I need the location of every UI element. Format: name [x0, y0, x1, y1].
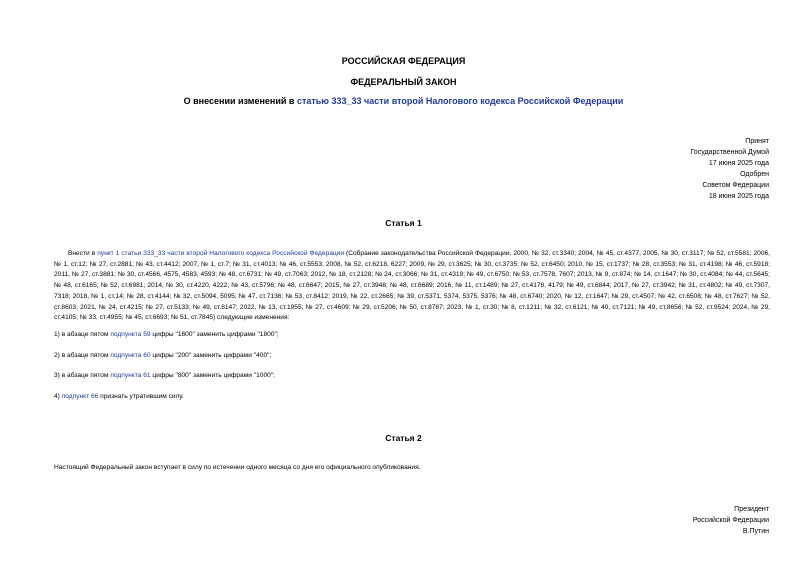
list-item — [54, 351, 770, 361]
country-title: РОССИЙСКАЯ ФЕДЕРАЦИЯ — [341, 56, 466, 66]
law-title-link[interactable]: статью 333_33 части второй Налогового кодекса Российской Федерации — [296, 96, 624, 106]
article-2-heading: Статья 2 — [385, 433, 422, 443]
signature-line-2: Российской Федерации — [692, 517, 769, 524]
list-item-rest: признать утратившим силу. — [98, 393, 184, 400]
article-2-text: Настоящий Федеральный закон вступает в силу по истечении одного месяца со дня его официального опубликования. — [54, 464, 421, 471]
list-item-link[interactable]: подпункт 66 — [61, 393, 99, 400]
adoption-line-5: Советом Федерации — [702, 182, 769, 189]
signature-line-1: Президент — [734, 506, 769, 513]
adoption-line-2: Государственной Думой — [690, 149, 769, 156]
law-title — [0, 96, 807, 107]
signature-line-3: В.Путин — [742, 528, 769, 535]
article-1-intro — [54, 249, 770, 324]
list-item-rest: цифры "200" заменить цифрами "400"; — [150, 352, 272, 359]
article-1-intro-link[interactable]: пункт 1 статьи 333_33 части второй Налогового кодекса Российской Федерации — [97, 250, 345, 257]
adoption-line-6: 18 июня 2025 года — [708, 193, 769, 200]
list-item-prefix: 2) в абзаце пятом — [54, 352, 111, 359]
adoption-line-4: Одобрен — [740, 171, 769, 178]
list-item — [54, 330, 770, 340]
list-item-rest: цифры "800" заменить цифрами "1000"; — [150, 372, 275, 379]
list-item-link[interactable]: подпункта 60 — [110, 352, 151, 359]
list-item-prefix: 3) в абзаце пятом — [54, 372, 111, 379]
list-item-rest: цифры "1600" заменить цифрами "1800"; — [150, 331, 279, 338]
list-item-link[interactable]: подпункта 61 — [110, 372, 151, 379]
article-1-heading: Статья 1 — [385, 218, 422, 228]
adoption-line-3: 17 июня 2025 года — [708, 160, 769, 167]
list-item — [54, 371, 770, 381]
article-1-intro-prefix: Внести в — [68, 250, 98, 257]
document-type: ФЕДЕРАЛЬНЫЙ ЗАКОН — [350, 77, 457, 87]
law-title-prefix: О внесении изменений в — [183, 96, 297, 106]
list-item-link[interactable]: подпункта 59 — [110, 331, 151, 338]
article-1-intro-rest: (Собрание законодательства Российской Федерации, 2000, № 32, ст.3340; 2004, № 45, ст.4377; 2005, № 30, ст.3117; № 52, ст.5581; 2006, № 1, ст.12; № 27, ст.2881; № 43, ст.4412; 2007, № 1, ст.7; № 31, ст.4013; № 46, ст.5553; 2008, № 52, ст.6218, 6227; 2009, № 29, ст.3625; № 30, ст.3735; № 52, ст.6450; 2010, № 15, ст.1737; № 28, ст.3553; № 31, ст.4198; № 46, ст.5918; 2011, № 27, ст.3881; № 30, ст.4566, 4575, 4583, 4593; № 48, ст.6731; № 49, ст.7063; 2012, № 18, ст.2128; № 24, ст.3066; № 31, ст.4319; № 49, ст.6750; № 53, ст.7578, 7607; 2013, № 9, ст.874; № 14, ст.1647; № 30, ст.4084; № 44, ст.5645; № 48, ст.6165; № 52, ст.6981; 2014, № 30, ст.4220, 4222; № 43, ст.5796; № 48, ст.6647; 2015, № 27, ст.3948; № 48, ст.6689; 2016, № 11, ст.1489; № 27, ст.4178, 4179; № 49, ст.6844; 2017, № 27, ст.3942; № 31, ст.4802; № 49, ст.7307, 7318; 2018, № 1, ст.14; № 28, ст.4144; № 32, ст.5094, 5095; № 47, ст.7136; № 53, ст.8412; 2019, № 22, ст.2665; № 39, ст.5371, 5374, 5375, 5376; № 48, ст.6740; 2020, № 12, ст.1647; № 29, ст.4507; № 42, ст.6508; № 48, ст.7627; № 52, ст.8603; 2021, № 24, ст.4215; № 27, ст.5133; № 49, ст.8147; 2022, № 13, ст.1955; № 27, ст.4609; № 29, ст.5206; № 50, ст.8787; 2023, № 1, ст.30; № 8, ст.1211; № 32, ст.6121; № 40, ст.7121; № 49, ст.8656; № 52, ст.9524; 2024, № 29, ст.4105; № 33, ст.4955; № 45, ст.6693; № 51, ст.7845) следующие изменения: — [54, 250, 770, 322]
adoption-block — [690, 136, 769, 202]
adoption-line-1: Принят — [745, 138, 769, 145]
signature-block — [693, 504, 769, 537]
list-item — [54, 392, 770, 402]
list-item-prefix: 4) — [54, 393, 62, 400]
list-item-prefix: 1) в абзаце пятом — [54, 331, 111, 338]
